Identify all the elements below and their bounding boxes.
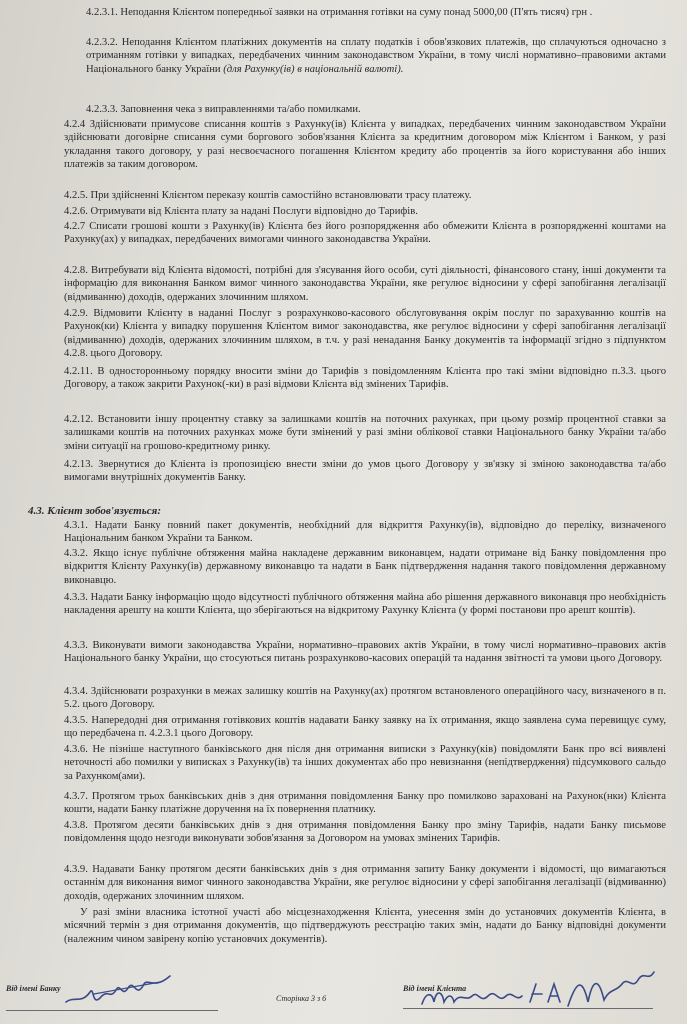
- client-signature-label: Від імені Клієнта: [403, 984, 467, 993]
- obligation-4-3-3-info: 4.3.3. Надати Банку інформацію щодо відсутності публічного обтяження майна або рішення державного виконавця про необхідність накладення арешту на кошти Клієнта, що зберігаються на відкритому Рахунку Клієнта (у формі постанови про арешт коштів).: [64, 592, 666, 617]
- obligation-4-3-4: 4.3.4. Здійснювати розрахунки в межах залишку коштів на Рахунку(ах) протягом встановленого операційного часу, визначеного в п. 5.2. цього Договору.: [64, 686, 666, 711]
- client-signature-image: [418, 962, 658, 1012]
- bank-signature-label: Від імені Банку: [6, 984, 61, 993]
- clause-4-2-11: 4.2.11. В односторонньому порядку вносити зміни до Тарифів з повідомленням Клієнта про такі зміни відповідно п.3.3. цього Договору, а також закрити Рахунок(-ки) в разі відмови Клієнта від змінених Тарифів.: [64, 366, 666, 391]
- bank-signature-image: [64, 970, 174, 1010]
- clause-4-2-9: 4.2.9. Відмовити Клієнту в наданні Послуг з розрахунково-касового обслуговування окрім послуг по зарахуванню коштів на Рахунок(ки) Клієнта у випадку порушення Клієнтом вимог законодавства, яке регулює відносини у сфері запобігання легалізації (відмиванню) доходів, одержаних злочинним шляхом, в т.ч. у разі ненадання Банку документів та інформації згідно з підпунктом 4.2.8. цього Договору.: [64, 308, 666, 360]
- obligation-4-3-5: 4.3.5. Напередодні дня отримання готівкових коштів надавати Банку заявку на їх отримання, якщо заявлена сума перевищує суму, що передбачена п. 4.2.3.1 цього Договору.: [64, 715, 666, 740]
- obligation-4-3-9: 4.3.9. Надавати Банку протягом десяти банківських днів з дня отримання запиту Банку документи і відомості, що вимагаються останнім для виконання вимог чинного законодавства України, яке регулює відносини у сфері запобігання легалізації (відмиванню) доходів, одержаних злочинним шляхом.: [64, 864, 666, 902]
- obligation-4-3-3-comply: 4.3.3. Виконувати вимоги законодавства України, нормативно–правових актів України, в тому числі нормативно–правових актів Національного банку України, що стосуються питань розрахунково-касових операцій та надання звітності та умови цього Договору.: [64, 640, 666, 665]
- clause-4-2-12: 4.2.12. Встановити іншу процентну ставку за залишками коштів на поточних рахунках, при цьому розмір процентної ставки за залишками коштів на поточних рахунках може бути змінений у разі зміни облікової ставки Національного банку України та/або зміни ситуації на грошово-кредитному ринку.: [64, 414, 666, 452]
- page-number: Сторінка 3 з 6: [276, 994, 327, 1003]
- obligation-4-3-1: 4.3.1. Надати Банку повний пакет документів, необхідний для відкриття Рахунку(ів), відповідно до переліку, визначеного Національним банком України та Банком.: [64, 520, 666, 545]
- clause-4-2-7: 4.2.7 Списати грошові кошти з Рахунку(ів) Клієнта без його розпорядження або обмежити Клієнта в розпорядженні коштами на Рахунку(ах) у випадках, передбачених вимогами чинного законодавства України.: [64, 221, 666, 246]
- obligation-4-3-7: 4.3.7. Протягом трьох банківських днів з дня отримання повідомлення Банку про помилково зараховані на Рахунок(нки) Клієнта кошти, надати Банку платіжне доручення на їх повернення платнику.: [64, 791, 666, 816]
- clause-4-2-3-3: 4.2.3.3. Заповнення чека з виправленнями та/або помилками.: [86, 104, 361, 115]
- bank-signature-line: [6, 1010, 218, 1011]
- clause-4-2-3-2: 4.2.3.2. Неподання Клієнтом платіжних документів на сплату податків і обов'язкових платежів, що сплачуються одночасно з отриманням готівки у випадках, передбачених чинним законодавством України, в тому числі нормативно–правовими актами Національного банку України (для Рахунку(ів) в національній валюті).: [86, 37, 666, 75]
- obligation-4-3-8: 4.3.8. Протягом десяти банківських днів з дня отримання повідомлення Банку про зміну Тарифів, надати Банку письмове повідомлення щодо незгоди виконувати зобов'язання за Договором на умовах змінених Тарифів.: [64, 820, 666, 845]
- clause-4-2-13: 4.2.13. Звернутися до Клієнта із пропозицією внести зміни до умов цього Договору у зв'язку зі зміною законодавства та/або вимогами внутрішніх документів Банку.: [64, 459, 666, 484]
- clause-4-2-6: 4.2.6. Отримувати від Клієнта плату за надані Послуги відповідно до Тарифів.: [64, 206, 418, 217]
- clause-4-2-5: 4.2.5. При здійсненні Клієнтом переказу коштів самостійно встановлювати трасу платежу.: [64, 190, 472, 201]
- obligation-4-3-2: 4.3.2. Якщо існує публічне обтяження майна накладене державним виконавцем, надати отримане від Банку повідомлення про відкриття Клієнту Рахунку(ів) державному виконавцю та надати в Банк підтвердження надання такого повідомлення державному виконавцю.: [64, 548, 666, 586]
- obligation-4-3-9-change-owner: У разі зміни власника істотної участі або місцезнаходження Клієнта, унесення змін до установчих документів Клієнта, в місячний термін з дня отримання документів, що підтверджують реєстрацію таких змін, надати до Банку відповідні документи (належним чином завірену копію установчих документів).: [64, 907, 666, 945]
- section-heading-4-3: 4.3. Клієнт зобов'язується:: [28, 505, 161, 517]
- clause-4-2-8: 4.2.8. Витребувати від Клієнта відомості, потрібні для з'ясування його особи, суті діяльності, фінансового стану, інші документи та інформацію для виконання Банком вимог чинного законодавства України, яке регулює відносини у сфері запобігання легалізації (відмиванню) доходів, одержаних злочинним шляхом.: [64, 265, 666, 303]
- obligation-4-3-6: 4.3.6. Не пізніше наступного банківського дня після дня отримання виписки з Рахунку(ків) повідомляти Банк про всі виявлені неточності або помилки у виписках з Рахунку(ів) та інших документах або про невизнання (непідтвердження) підсумкового сальдо за Рахунком(ами).: [64, 744, 666, 782]
- clause-4-2-3-1: 4.2.3.1. Неподання Клієнтом попередньої заявки на отримання готівки на суму понад 5000,00 (П'ять тисяч) грн .: [86, 7, 593, 18]
- clause-4-2-4: 4.2.4 Здійснювати примусове списання коштів з Рахунку(ів) Клієнта у випадках, передбачених чинним законодавством України здійснювати договірне списання суми боргового зобов'язання Клієнта за кредитним договором між Клієнтом і Банком, у разі укладання такого договору, у разі несвоєчасного погашення Клієнтом кредиту або процентів за його користування або інших платежів за таким договором.: [64, 119, 666, 171]
